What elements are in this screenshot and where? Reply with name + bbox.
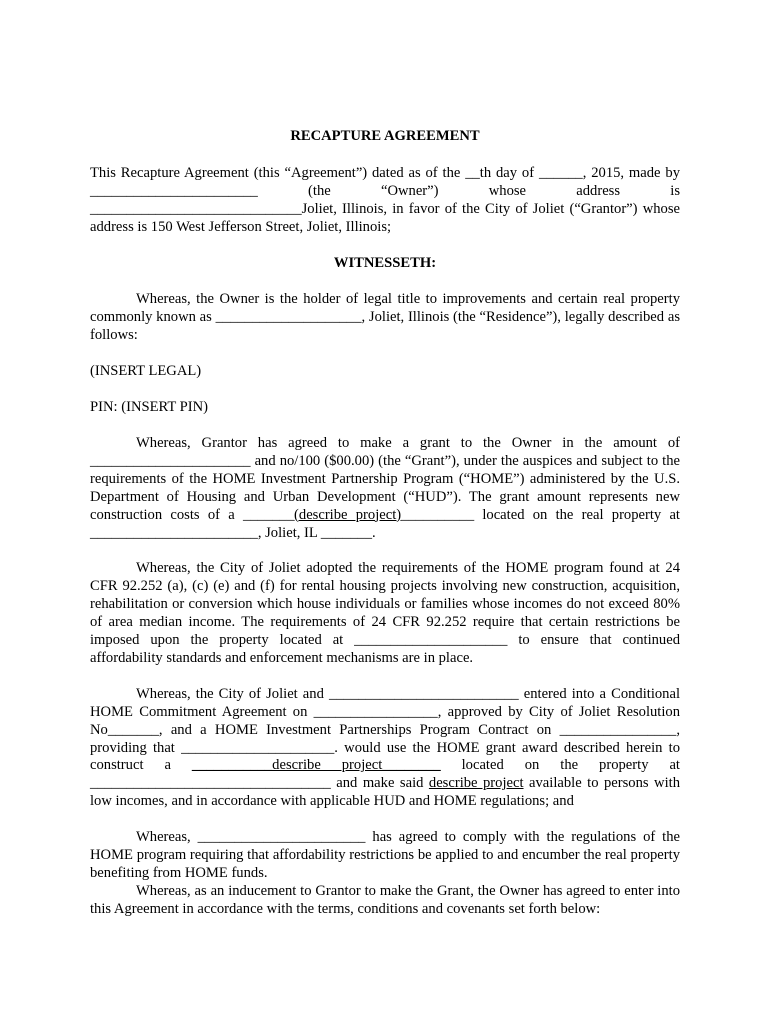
whereas-2-text-b: __________ located on the real property at _______________________, Joliet, IL _______. bbox=[90, 506, 680, 541]
whereas-4-underlined-project-2: describe project bbox=[428, 775, 524, 792]
whereas-paragraph-1: Whereas, the Owner is the holder of legal title to improvements and certain real property commonly known as ____________________, Joliet, Illinois (the “Residence”), legally described as follows: bbox=[90, 291, 680, 344]
whereas-4-text-c: available to persons with low incomes, and in accordance with applicable HUD and HOME regulations; and bbox=[90, 775, 680, 810]
whereas-paragraph-6: Whereas, as an inducement to Grantor to make the Grant, the Owner has agreed to enter into this Agreement in accordance with the terms, conditions and covenants set forth below: bbox=[90, 882, 680, 917]
whereas-4-text-a: Whereas, the City of Joliet and __________________________ entered into a Conditional HOME Commitment Agreement on _________________, approved by City of Joliet Resolution No_______, and a HOME Investment Partnerships Program Contract on ________________, providing that _____________________. would use the HOME grant award described herein to construct a bbox=[90, 685, 680, 774]
pin-line: PIN: (INSERT PIN) bbox=[90, 399, 209, 416]
document-body bbox=[90, 128, 680, 937]
whereas-2-text-a: Whereas, Grantor has agreed to make a grant to the Owner in the amount of ______________________ and no/100 ($00.00) (the “Grant”), under the auspices and subject to the requirements of the HOME Investment Partnership Program (“HOME”) administered by the U.S. Department of Housing and Urban Development (“HUD”). The grant amount represents new construction costs of a _______ bbox=[90, 434, 680, 523]
intro-paragraph: This Recapture Agreement (this “Agreement”) dated as of the __th day of ______, 2015, made by _______________________ (the “Owner”) whose address is _____________________________Joliet, Illinois, in favor of the City of Joliet (“Grantor”) whose address is 150 West Jefferson Street, Joliet, Illinois; bbox=[90, 164, 680, 235]
whereas-4-underlined-project: ___________describe project________ bbox=[191, 757, 441, 774]
whereas-paragraph-5: Whereas, _______________________ has agreed to comply with the regulations of the HOME program requiring that affordability restrictions be applied to and encumber the real property benefiting from HOME funds. bbox=[90, 829, 680, 881]
witnesseth-heading: WITNESSETH: bbox=[333, 254, 437, 271]
document-title: RECAPTURE AGREEMENT bbox=[290, 128, 480, 144]
whereas-paragraph-3: Whereas, the City of Joliet adopted the requirements of the HOME program found at 24 CFR 92.252 (a), (c) (e) and (f) for rental housing projects involving new construction, acquisition, rehabilitation or conversion which house individuals or families whose incomes do not exceed 80% of area median income. The requirements of 24 CFR 92.252 require that certain restrictions be imposed upon the property located at _____________________ to ensure that continued affordability standards and enforcement mechanisms are in place. bbox=[90, 560, 680, 666]
whereas-2-underlined-project: (describe project) bbox=[294, 506, 402, 523]
insert-legal-line: (INSERT LEGAL) bbox=[90, 363, 202, 380]
whereas-paragraph-2 bbox=[90, 435, 680, 542]
whereas-paragraph-4 bbox=[90, 686, 680, 811]
whereas-4-text-b: located on the property at _________________________________ and make said bbox=[90, 757, 680, 792]
